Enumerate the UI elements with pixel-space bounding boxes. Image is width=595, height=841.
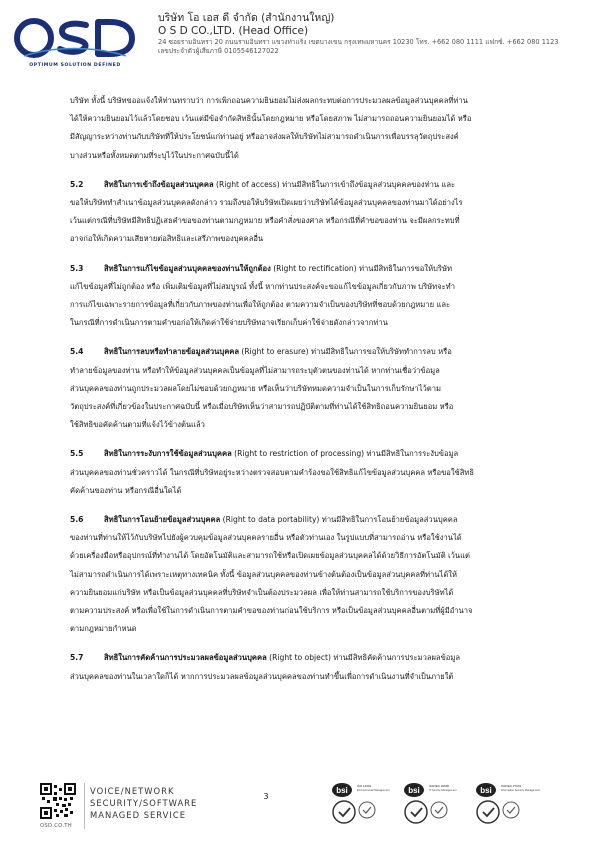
cert-code: ISO/IEC 27001 (501, 784, 522, 788)
section-text: (Right to object) ท่านมีสิทธิคัดค้านการประมวลผลข้อมูล (266, 653, 460, 663)
cert-code: ISO 14001 (357, 784, 372, 788)
section-title: สิทธิในการคัดค้านการประมวลผลข้อมูลส่วนบุคคล (104, 653, 267, 663)
section-title: สิทธิในการโอนย้ายข้อมูลส่วนบุคคล (104, 515, 221, 525)
cert-label: Information Security Management (501, 789, 540, 792)
section-text: (Right to data portability) ท่านมีสิทธิในการโอนย้ายข้อมูลส่วนบุคคล (220, 515, 458, 525)
bsi-iso-27001-badge (474, 781, 540, 825)
section-text: (Right to rectification) ท่านมีสิทธิในการขอให้บริษัท (270, 263, 452, 273)
service-item: VOICE/NETWORK (90, 786, 175, 796)
text-line: ด้วยเครื่องมือหรืออุปกรณ์ที่ทำงานได้ โดยอัตโนมัติและสามารถใช้หรือเปิดเผยข้อมูลส่วนบุคคลได้ด้วยวิธีการอัตโนมัติ เว้นแต่ (70, 551, 470, 561)
text-line: ใช้สิทธิขอคัดค้านตามที่แจ้งไว้ข้างต้นแล้ว (70, 420, 205, 430)
certification-badges (330, 781, 558, 825)
text-line (70, 343, 526, 361)
section-5-4 (70, 343, 526, 434)
services-list (90, 785, 197, 821)
section-number: 5.3 (70, 263, 84, 273)
website-label: OSD.CO.TH (40, 823, 72, 829)
section-title: สิทธิในการแก้ไขข้อมูลส่วนบุคคลของท่านให้ถูกต้อง (104, 263, 271, 273)
section-5-7 (70, 649, 526, 685)
section-title: สิทธิในการระงับการใช้ข้อมูลส่วนบุคคล (104, 449, 232, 459)
section-text: (Right to restriction of processing) ท่านมีสิทธิในการระงับข้อมูล (231, 449, 459, 459)
text-line (70, 260, 526, 278)
text-line: แก้ไขข้อมูลที่ไม่ถูกต้อง หรือ เพิ่มเติมข้อมูลที่ไม่สมบูรณ์ ทั้งนี้ หากท่านประสงค์จะขอแก้ไขข้อมูลเกี่ยวกับภาพ บริษัทจะทำ (70, 281, 455, 291)
text-line: ไม่สามารถดำเนินการได้เพราะเหตุทางเทคนิค ทั้งนี้ ข้อมูลส่วนบุคคลของท่านข้างต้นต้องเป็นข้อมูลส่วนบุคคลที่ท่านได้ให้ (70, 569, 457, 579)
company-tax-id: เลขประจำตัวผู้เสียภาษี 0105546127022 (158, 47, 279, 55)
page-header (0, 0, 595, 76)
section-text: (Right to erasure) ท่านมีสิทธิในการขอให้บริษัททำการลบ หรือ (239, 347, 452, 357)
qr-code-icon (40, 783, 76, 819)
document-body (70, 92, 526, 697)
bsi-mark: bsi (336, 786, 348, 795)
cert-code: ISO/IEC 20000 (429, 784, 450, 788)
bsi-mark: bsi (408, 786, 420, 795)
section-number: 5.4 (70, 347, 84, 357)
text-line: ขอให้บริษัททำสำเนาข้อมูลส่วนบุคคลดังกล่าว รวมถึงขอให้บริษัทเปิดเผยว่าบริษัทได้ข้อมูลส่วนบุคคลของท่านมาได้อย่างไร (70, 198, 463, 208)
section-5-5 (70, 445, 526, 500)
company-address: 24 ซอยรามอินทรา 20 ถนนรามอินทรา แขวงท่าแร้ง เขตบางเขน กรุงเทพมหานคร 10230 โทร. +662 080 1111 แฟกซ์. +662 080 1123 (158, 38, 559, 46)
divider (84, 783, 85, 829)
text-line: ตามความประสงค์ หรือเพื่อใช้ในการดำเนินการตามคำขอของท่านก่อนใช้บริการ หรือเป็นข้อมูลส่วนบุคคลอื่นตามที่ผู้มีอำนาจ (70, 606, 473, 616)
text-line: ทำลายข้อมูลของท่าน หรือทำให้ข้อมูลส่วนบุคคลเป็นข้อมูลที่ไม่สามารถระบุตัวตนของท่านได้ หากท่านเชื่อว่าข้อมูล (70, 365, 440, 375)
logo-tagline: OPTIMUM SOLUTION DEFINED (29, 63, 121, 68)
section-text: (Right of access) ท่านมีสิทธิในการเข้าถึงข้อมูลส่วนบุคคลของท่าน และ (213, 179, 456, 189)
section-5-6 (70, 511, 526, 638)
text-line: เว้นแต่กรณีที่บริษัทมีสิทธิปฏิเสธคำขอของท่านตามกฎหมาย หรือคำสั่งของศาล หรือกรณีที่คำขอของท่าน จะมีผลกระทบที่ (70, 216, 460, 226)
text-line: ในกรณีที่การดำเนินการตามคำขอก่อให้เกิดค่าใช้จ่ายบริษัทอาจเรียกเก็บค่าใช้จ่ายดังกล่าวจากท่าน (70, 318, 388, 328)
text-line (70, 649, 526, 667)
service-item: MANAGED SERVICE (90, 810, 187, 820)
intro-paragraph (70, 92, 526, 165)
service-item: SECURITY/SOFTWARE (90, 798, 198, 808)
bsi-mark: bsi (480, 786, 492, 795)
section-number: 5.6 (70, 515, 84, 525)
text-line: ตามกฎหมายกำหนด (70, 624, 137, 634)
section-title: สิทธิในการลบหรือทำลายข้อมูลส่วนบุคคล (104, 347, 240, 357)
section-5-3 (70, 260, 526, 333)
company-name-th: บริษัท โอ เอส ดี จำกัด (สำนักงานใหญ่) (158, 12, 335, 24)
text-line: คัดค้านของท่าน หรือกรณีอื่นใดได้ (70, 485, 182, 495)
company-name-en: O S D CO.,LTD. (Head Office) (158, 25, 309, 37)
text-line: มีสัญญาระหว่างท่านกับบริษัทที่ให้ประโยชน์แก่ท่านอยู่ หรืออาจส่งผลให้บริษัทไม่สามารถดำเนินการเพื่อบรรลุวัตถุประสงค์ (70, 132, 459, 142)
text-line (70, 511, 526, 529)
text-line: ส่วนบุคคลของท่านในเวลาใดก็ได้ หากการประมวลผลข้อมูลส่วนบุคคลของท่านทำขึ้นเพื่อการดำเนินงานที่จำเป็นภายใต้ (70, 671, 454, 681)
text-line: ได้ให้ความยินยอมไว้แล้วโดยชอบ เว้นแต่มีข้อจำกัดสิทธินั้นโดยกฎหมาย หรือโดยสภาพ ไม่สามารถถอนความยินยอมได้ หรือ (70, 114, 472, 124)
text-line: ส่วนบุคคลของท่านชั่วคราวได้ ในกรณีที่บริษัทอยู่ระหว่างตรวจสอบตามคำร้องขอใช้สิทธิแก้ไขข้อมูลส่วนบุคคล หรือขอใช้สิทธิ (70, 467, 474, 477)
text-line: บริษัท ทั้งนี้ บริษัทขออแจ้งให้ท่านทราบว่า การเพิกถอนความยินยอมไม่ส่งผลกระทบต่อการประมวลผลข้อมูลส่วนบุคคลที่ท่าน (70, 96, 468, 105)
text-line (70, 176, 526, 194)
section-5-2 (70, 176, 526, 249)
cert-label: Environmental Management (357, 789, 390, 792)
osd-logo (14, 16, 136, 72)
section-number: 5.2 (70, 179, 84, 189)
page-number: 3 (263, 791, 269, 801)
text-line: วัตถุประสงค์ที่เกี่ยวข้องในประกาศฉบับนี้ หรือเมื่อบริษัทเห็นว่าสามารถปฏิบัติตามที่ท่านได้ใช้สิทธิถอนความยินยอม หรือ (70, 402, 454, 412)
text-line: ของท่านที่ท่านให้ไว้กับบริษัทไปยังผู้ควบคุมข้อมูลส่วนบุคคลรายอื่น หรือตัวท่านเอง ในรูปแบบที่สามารถอ่าน หรือใช้งานได้ (70, 533, 462, 543)
text-line: การแก้ไขเฉพาะรายการข้อมูลที่เกี่ยวกับภาพของท่านเพื่อให้ถูกต้อง ตามความจำเป็นของบริษัทที่ชอบด้วยกฎหมาย และ (70, 300, 451, 310)
bsi-iso-20000-badge (402, 781, 457, 825)
text-line: บางส่วนหรือทั้งหมดตามที่ระบุไว้ในประกาศฉบับนี้ได้ (70, 150, 239, 160)
bsi-iso-14001-badge (330, 781, 390, 825)
text-line: ความยินยอมแก่บริษัท หรือเป็นข้อมูลส่วนบุคคลที่บริษัทจำเป็นต้องประมวลผล เพื่อให้ท่านสามารถใช้บริการของบริษัทได้ (70, 587, 454, 597)
osd-logo-mark (14, 16, 136, 62)
text-line: อาจก่อให้เกิดความเสียหายต่อสิทธิและเสรีภาพของบุคคลอื่น (70, 234, 264, 244)
cert-label: IT Service Management (429, 789, 457, 792)
page-footer (0, 775, 595, 841)
text-line (70, 445, 526, 463)
section-number: 5.5 (70, 449, 84, 459)
company-info (158, 12, 588, 56)
section-title: สิทธิในการเข้าถึงข้อมูลส่วนบุคคล (104, 179, 214, 189)
section-number: 5.7 (70, 653, 84, 663)
text-line: ส่วนบุคคลของท่านถูกประมวลผลโดยไม่ชอบด้วยกฎหมาย หรือเห็นว่าบริษัทหมดความจำเป็นในการเก็บรักษาไว้ตาม (70, 383, 441, 393)
